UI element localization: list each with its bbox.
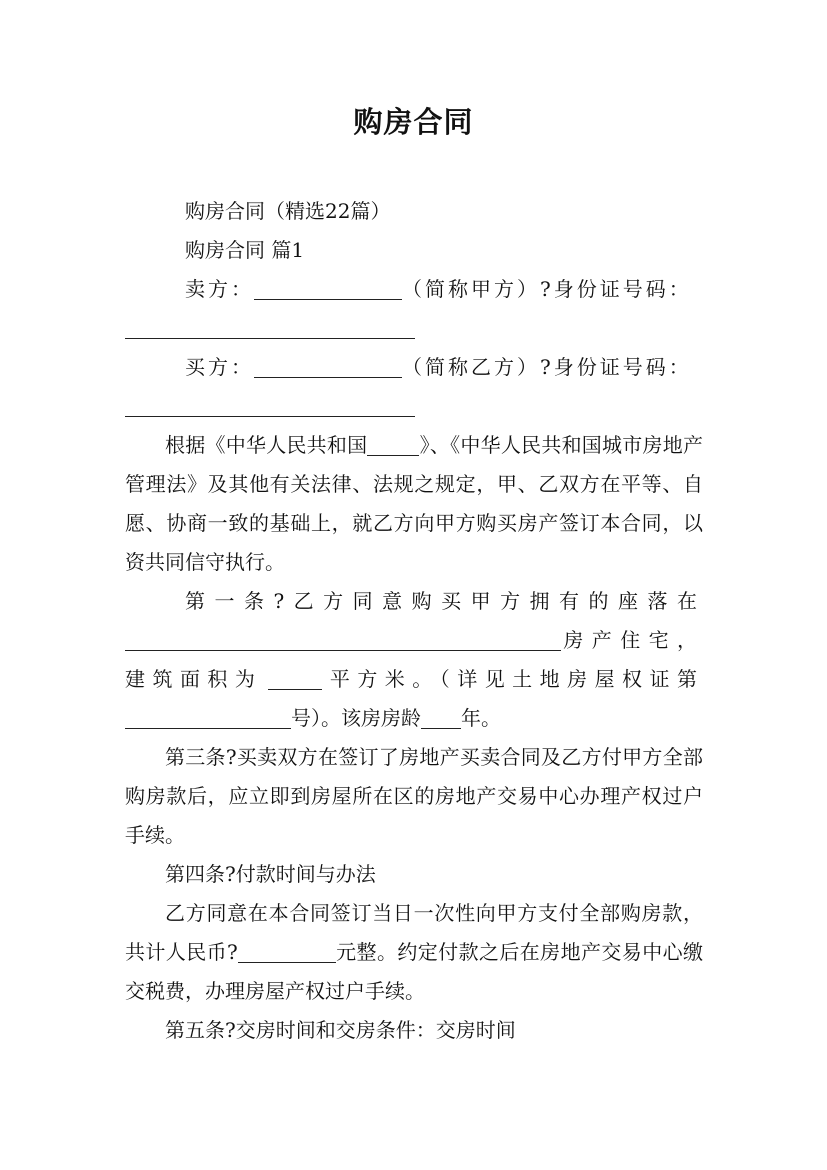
article-1-text-5: 年。 bbox=[461, 706, 501, 730]
collection-heading: 购房合同（精选22篇） bbox=[185, 199, 391, 223]
page-title: 购房合同 bbox=[353, 105, 474, 139]
seller-id-line bbox=[125, 309, 703, 348]
document-body bbox=[125, 192, 703, 1050]
area-blank bbox=[268, 663, 322, 690]
article-1-text-3: 平方米。（详见土地房屋权证第 bbox=[328, 667, 704, 691]
preamble-text-1: 根据《中华人民共和国 bbox=[165, 433, 368, 457]
seller-name-blank bbox=[254, 273, 402, 300]
buyer-label: 买方： bbox=[185, 355, 254, 379]
law-name-blank bbox=[367, 429, 419, 456]
buyer-name-blank bbox=[254, 351, 402, 378]
buyer-note: （简称乙方）?身份证号码： bbox=[402, 355, 692, 379]
article-4-title: 第四条?付款时间与办法 bbox=[165, 862, 376, 886]
price-blank bbox=[238, 936, 336, 963]
article-1-text-2: 房产住宅，建筑面积为 bbox=[125, 628, 703, 691]
seller-line bbox=[125, 270, 703, 309]
seller-note: （简称甲方）?身份证号码： bbox=[402, 277, 692, 301]
seller-label: 卖方： bbox=[185, 277, 254, 301]
buyer-line bbox=[125, 348, 703, 387]
article-4-text-2: 元整。约定付款之后在房地产交易中心缴交税费，办理房屋产权过户手续。 bbox=[125, 940, 704, 1003]
house-age-blank bbox=[421, 702, 461, 729]
location-blank bbox=[125, 624, 561, 651]
certificate-no-blank bbox=[125, 702, 291, 729]
article-4-paragraph bbox=[125, 894, 703, 1011]
article-1-paragraph bbox=[125, 582, 703, 738]
article-1-text-4: 号）。该房房龄 bbox=[291, 706, 421, 730]
preamble-paragraph bbox=[125, 426, 703, 582]
buyer-id-blank bbox=[125, 390, 415, 417]
section-heading: 购房合同 篇1 bbox=[185, 238, 305, 262]
buyer-id-line bbox=[125, 387, 703, 426]
seller-id-blank bbox=[125, 312, 415, 339]
article-4-text-1: 乙方同意在本合同签订当日一次性向甲方支付全部购房款，共计人民币? bbox=[125, 901, 703, 964]
preamble-text-2: 》、《中华人民共和国城市房地产管理法》及其他有关法律、法规之规定，甲、乙双方在平等、自愿、协商一致的基础上，就乙方向甲方购买房产签订本合同，以资共同信守执行。 bbox=[125, 433, 704, 574]
article-3-paragraph: 第三条?买卖双方在签订了房地产买卖合同及乙方付甲方全部购房款后，应立即到房屋所在区的房地产交易中心办理产权过户手续。 bbox=[125, 745, 703, 847]
article-1-text-1: 第一条?乙方同意购买甲方拥有的座落在 bbox=[185, 589, 703, 613]
article-5-title: 第五条?交房时间和交房条件：交房时间 bbox=[165, 1018, 516, 1042]
